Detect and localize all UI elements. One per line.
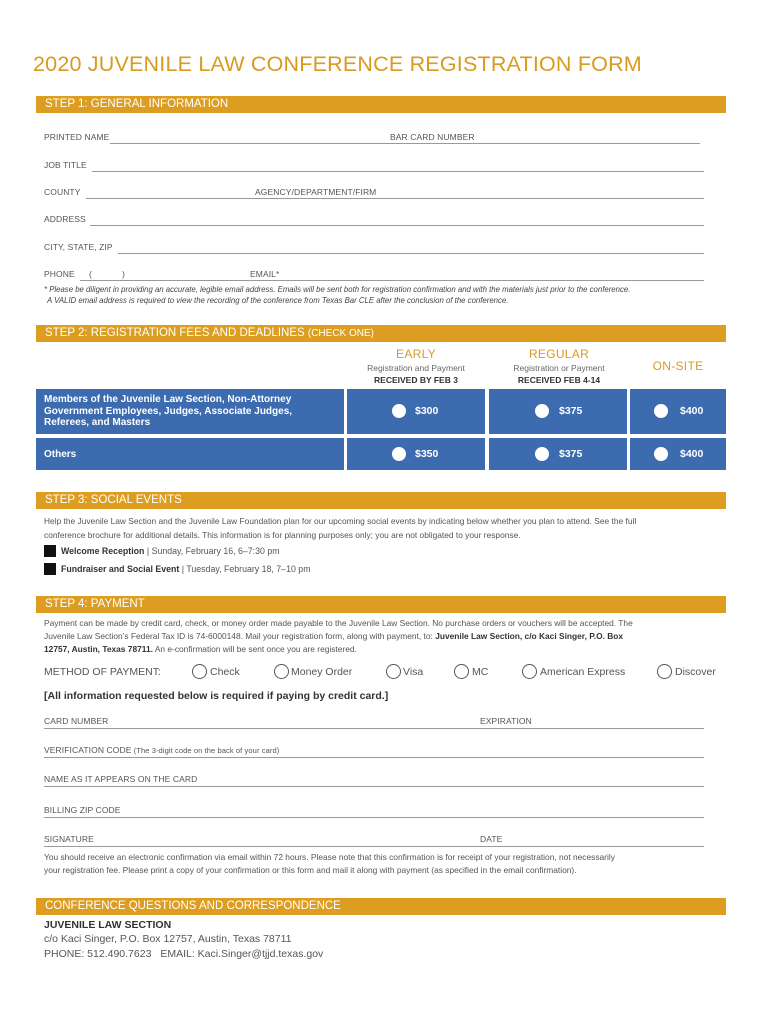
fee-members-early-cell[interactable] bbox=[347, 389, 485, 434]
fee-row-others-label-cell bbox=[36, 438, 344, 470]
payment-mc-radio[interactable] bbox=[454, 664, 469, 679]
payment-visa-label: Visa bbox=[403, 666, 424, 678]
name-on-card-field[interactable] bbox=[44, 786, 704, 787]
fundraiser-item bbox=[61, 564, 311, 574]
payment-para-2 bbox=[44, 630, 623, 643]
payment-check-radio[interactable] bbox=[192, 664, 207, 679]
fee-row-others-label: Others bbox=[44, 449, 77, 460]
payment-mc-label: MC bbox=[472, 666, 489, 678]
step1-header: STEP 1: GENERAL INFORMATION bbox=[36, 96, 726, 113]
page-title: 2020 JUVENILE LAW CONFERENCE REGISTRATION FORM bbox=[33, 52, 642, 76]
fee-members-onsite-cell[interactable] bbox=[630, 389, 726, 434]
payment-money-order-label: Money Order bbox=[291, 666, 353, 678]
payment-para-2a: Juvenile Law Section’s Federal Tax ID is 74-6000148. Mail your registration form, along with payment, to: bbox=[44, 631, 436, 641]
fee-members-regular-radio[interactable] bbox=[535, 404, 549, 418]
confirmation-para-1: You should receive an electronic confirmation via email within 72 hours. Please note that this confirmation is for receipt of your registration, not necessarily bbox=[44, 852, 615, 862]
payment-para-3b: An e-confirmation will be sent once you are registered. bbox=[152, 644, 357, 654]
fee-others-regular-radio[interactable] bbox=[535, 447, 549, 461]
payment-para-3a: 12757, Austin, Texas 78711. bbox=[44, 644, 153, 654]
county-label: COUNTY bbox=[44, 187, 81, 197]
fee-members-early-radio[interactable] bbox=[392, 404, 406, 418]
fee-others-onsite-cell[interactable] bbox=[630, 438, 726, 470]
fundraiser-checkbox[interactable] bbox=[44, 563, 56, 575]
credit-card-note: [All information requested below is required if paying by credit card.] bbox=[44, 690, 389, 702]
billing-zip-field[interactable] bbox=[44, 817, 704, 818]
fee-members-early-price: $300 bbox=[415, 405, 439, 417]
fee-members-onsite-price: $400 bbox=[680, 405, 704, 417]
correspondence-email: EMAIL: Kaci.Singer@tjjd.texas.gov bbox=[160, 948, 324, 960]
payment-para-1: Payment can be made by credit card, check, or money order made payable to the Juvenile Law Section. No purchase orders or vouchers will be accepted. The bbox=[44, 618, 633, 628]
fee-row-members-label: Members of the Juvenile Law Section, Non-Attorney Government Employees, Judges, Associate Judges, Referees, and Masters bbox=[44, 394, 293, 428]
phone-email-field[interactable] bbox=[80, 280, 704, 281]
fee-others-regular-cell[interactable] bbox=[489, 438, 627, 470]
payment-amex-label: American Express bbox=[540, 666, 626, 678]
phone-paren-open: ( bbox=[89, 269, 92, 279]
step4-header: STEP 4: PAYMENT bbox=[36, 596, 726, 613]
verification-label bbox=[44, 745, 279, 755]
onsite-title: ON-SITE bbox=[652, 359, 704, 373]
welcome-reception-checkbox[interactable] bbox=[44, 545, 56, 557]
phone-paren-close: ) bbox=[122, 269, 125, 279]
payment-check-label: Check bbox=[210, 666, 240, 678]
verification-field[interactable] bbox=[44, 757, 704, 758]
card-number-label: CARD NUMBER bbox=[44, 716, 109, 726]
payment-method-label: METHOD OF PAYMENT: bbox=[44, 666, 161, 678]
step3-header: STEP 3: SOCIAL EVENTS bbox=[36, 492, 726, 509]
regular-sub: Registration or Payment bbox=[513, 363, 605, 373]
early-title: EARLY bbox=[396, 347, 436, 361]
confirmation-para-2: your registration fee. Please print a copy of your confirmation or this form and mail it along with payment (as specified in the email confirmation). bbox=[44, 865, 577, 875]
step2-header-small: (CHECK ONE) bbox=[307, 328, 374, 339]
payment-money-order-radio[interactable] bbox=[274, 664, 289, 679]
welcome-reception-item bbox=[61, 546, 280, 556]
date-label: DATE bbox=[480, 834, 503, 844]
payment-visa-radio[interactable] bbox=[386, 664, 401, 679]
billing-zip-label: BILLING ZIP CODE bbox=[44, 805, 121, 815]
agency-label: AGENCY/DEPARTMENT/FIRM bbox=[255, 187, 377, 197]
payment-discover-label: Discover bbox=[675, 666, 716, 678]
city-field[interactable] bbox=[118, 253, 704, 254]
payment-discover-radio[interactable] bbox=[657, 664, 672, 679]
job-title-label: JOB TITLE bbox=[44, 160, 87, 170]
step2-header-text: STEP 2: REGISTRATION FEES AND DEADLINES bbox=[45, 327, 305, 339]
fee-members-regular-cell[interactable] bbox=[489, 389, 627, 434]
fee-others-regular-price: $375 bbox=[559, 448, 583, 460]
welcome-reception-name: Welcome Reception bbox=[61, 546, 145, 556]
printed-name-field[interactable] bbox=[110, 143, 700, 144]
early-deadline: RECEIVED BY FEB 3 bbox=[374, 375, 458, 385]
correspondence-contact bbox=[44, 948, 323, 960]
expiration-label: EXPIRATION bbox=[480, 716, 532, 726]
email-note-1: * Please be diligent in providing an accurate, legible email address. Emails will be sent both for registration confirmation and with the materials just prior to the conference. bbox=[44, 285, 631, 294]
address-label: ADDRESS bbox=[44, 214, 86, 224]
bar-card-label: BAR CARD NUMBER bbox=[390, 132, 475, 142]
correspondence-phone: PHONE: 512.490.7623 bbox=[44, 948, 152, 960]
fee-others-onsite-price: $400 bbox=[680, 448, 704, 460]
fee-others-early-radio[interactable] bbox=[392, 447, 406, 461]
correspondence-header: CONFERENCE QUESTIONS AND CORRESPONDENCE bbox=[36, 898, 726, 915]
payment-amex-radio[interactable] bbox=[522, 664, 537, 679]
social-intro-1: Help the Juvenile Law Section and the Juvenile Law Foundation plan for our upcoming social events by indicating below whether you plan to attend. See the full bbox=[44, 516, 637, 526]
regular-deadline: RECEIVED FEB 4-14 bbox=[517, 375, 601, 385]
verification-title: VERIFICATION CODE bbox=[44, 745, 132, 755]
payment-para-2b: Juvenile Law Section, c/o Kaci Singer, P.O. Box bbox=[435, 631, 624, 641]
name-on-card-label: NAME AS IT APPEARS ON THE CARD bbox=[44, 774, 198, 784]
signature-label: SIGNATURE bbox=[44, 834, 94, 844]
county-agency-field[interactable] bbox=[86, 198, 704, 199]
phone-label: PHONE bbox=[44, 269, 75, 279]
welcome-reception-detail: | Sunday, February 16, 6–7:30 pm bbox=[144, 546, 280, 556]
signature-date-field[interactable] bbox=[44, 846, 704, 847]
fee-row-members-label-cell bbox=[36, 389, 344, 434]
fee-others-early-price: $350 bbox=[415, 448, 439, 460]
fee-others-onsite-radio[interactable] bbox=[654, 447, 668, 461]
correspondence-address: c/o Kaci Singer, P.O. Box 12757, Austin, Texas 78711 bbox=[44, 933, 292, 945]
city-label: CITY, STATE, ZIP bbox=[44, 242, 113, 252]
early-sub: Registration and Payment bbox=[367, 363, 465, 373]
payment-para-3 bbox=[44, 643, 357, 656]
job-title-field[interactable] bbox=[92, 171, 704, 172]
fee-members-regular-price: $375 bbox=[559, 405, 583, 417]
social-intro-2: conference brochure for additional details. This information is for planning purposes only; you are not obligated to your response. bbox=[44, 530, 521, 540]
correspondence-org: JUVENILE LAW SECTION bbox=[44, 919, 172, 931]
fundraiser-detail: | Tuesday, February 18, 7–10 pm bbox=[179, 564, 311, 574]
printed-name-label: PRINTED NAME bbox=[44, 132, 110, 142]
regular-title: REGULAR bbox=[528, 347, 590, 361]
email-note-2: A VALID email address is required to view the recording of the conference from Texas Bar CLE after the conclusion of the conference. bbox=[47, 296, 509, 305]
card-number-field[interactable] bbox=[44, 728, 704, 729]
fee-others-early-cell[interactable] bbox=[347, 438, 485, 470]
email-label: EMAIL* bbox=[250, 269, 280, 279]
fundraiser-name: Fundraiser and Social Event bbox=[61, 564, 180, 574]
step2-header bbox=[36, 325, 726, 342]
verification-sub: (The 3-digit code on the back of your card) bbox=[131, 746, 280, 755]
address-field[interactable] bbox=[90, 225, 704, 226]
fee-members-onsite-radio[interactable] bbox=[654, 404, 668, 418]
